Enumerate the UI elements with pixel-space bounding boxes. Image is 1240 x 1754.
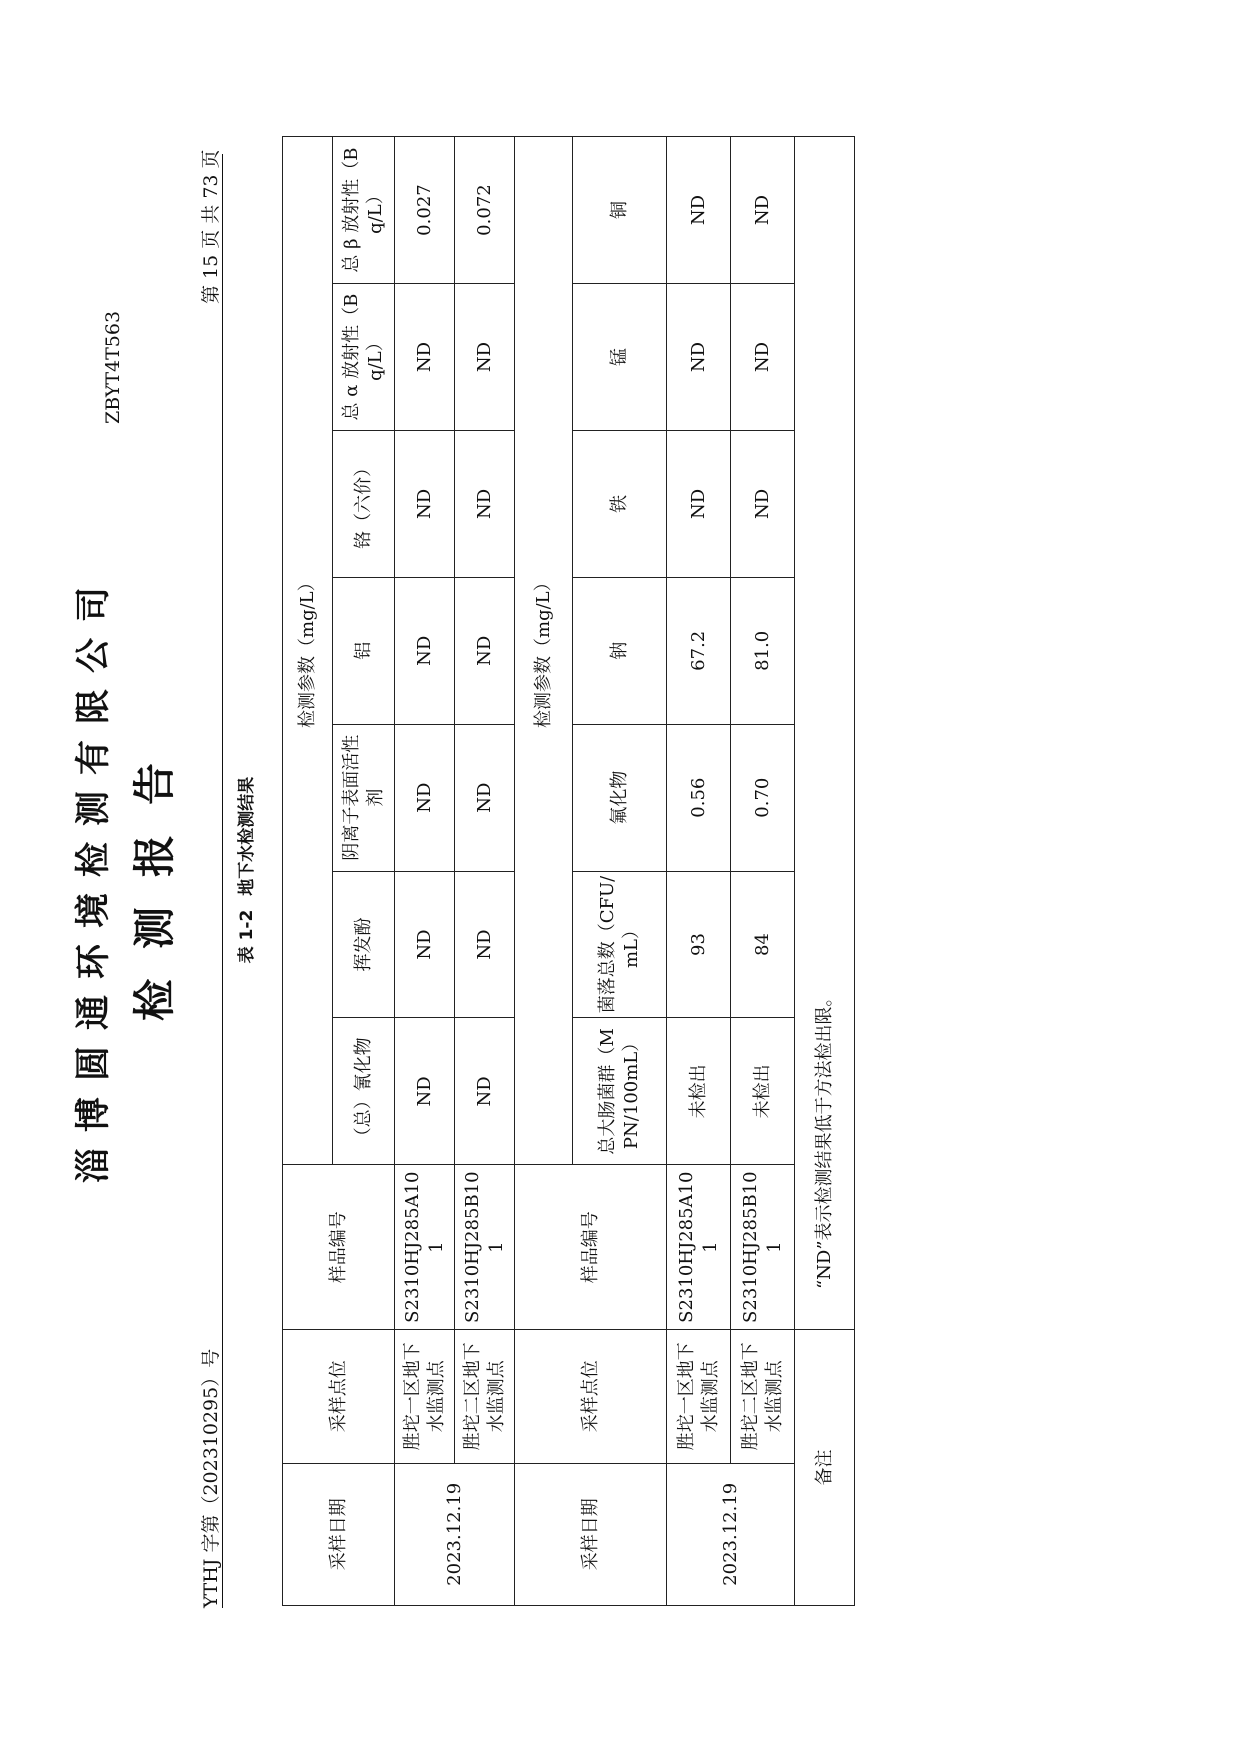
table-row — [731, 137, 795, 1606]
table-row — [515, 137, 573, 1606]
col-header-sample: 样品编号 — [515, 1165, 667, 1330]
param-group-header: 检测参数（mg/L） — [283, 137, 333, 1165]
value-cell: ND — [395, 1018, 455, 1165]
param-header: 铝 — [333, 577, 395, 724]
value-cell: 未检出 — [731, 1018, 795, 1165]
value-cell: 0.072 — [455, 137, 515, 284]
param-header: 阴离子表面活性剂 — [333, 724, 395, 871]
param-header: 总大肠菌群（MPN/100mL） — [573, 1018, 667, 1165]
value-cell: 84 — [731, 871, 795, 1018]
value-cell: 0.70 — [731, 724, 795, 871]
table-row — [283, 137, 333, 1606]
remark-label: 备注 — [795, 1330, 855, 1606]
col-header-date: 采样日期 — [515, 1463, 667, 1605]
table-row — [395, 137, 455, 1606]
value-cell: ND — [455, 1018, 515, 1165]
value-cell: 未检出 — [667, 1018, 731, 1165]
col-header-date: 采样日期 — [283, 1463, 395, 1605]
header-rule — [222, 154, 223, 1608]
report-code: ZBYT4T563 — [102, 310, 124, 424]
value-cell: 67.2 — [667, 577, 731, 724]
sample-date: 2023.12.19 — [667, 1463, 795, 1605]
col-header-sample: 样品编号 — [283, 1165, 395, 1330]
report-title: 检测报告 — [130, 733, 179, 1022]
page-indicator: 第 15 页 共 73 页 — [200, 149, 222, 304]
remark-text: “ND”表示检测结果低于方法检出限。 — [795, 137, 855, 1330]
param-header: 总 α 放射性（Bq/L） — [333, 284, 395, 431]
value-cell: 0.027 — [395, 137, 455, 284]
value-cell: ND — [731, 284, 795, 431]
value-cell: ND — [395, 430, 455, 577]
value-cell: ND — [731, 430, 795, 577]
company-name: 淄博圆通环境检测有限公司 — [74, 571, 114, 1184]
value-cell: ND — [455, 724, 515, 871]
value-cell: ND — [455, 871, 515, 1018]
sample-id: S2310HJ285B101 — [731, 1165, 795, 1330]
param-header: （总）氰化物 — [333, 1018, 395, 1165]
table-row — [795, 137, 855, 1606]
param-header: 铁 — [573, 430, 667, 577]
param-header: 菌落总数（CFU/mL） — [573, 871, 667, 1018]
param-header: 铜 — [573, 137, 667, 284]
table-title: 地下水检测结果 — [237, 776, 257, 896]
param-header: 总 β 放射性（Bq/L） — [333, 137, 395, 284]
table-row — [667, 137, 731, 1606]
value-cell: ND — [667, 284, 731, 431]
value-cell: ND — [455, 577, 515, 724]
table-number: 表 1-2 — [237, 909, 257, 964]
sample-id: S2310HJ285A101 — [667, 1165, 731, 1330]
table-caption — [232, 0, 257, 1754]
value-cell: ND — [455, 284, 515, 431]
value-cell: ND — [731, 137, 795, 284]
value-cell: 81.0 — [731, 577, 795, 724]
value-cell: ND — [395, 724, 455, 871]
table-row — [455, 137, 515, 1606]
col-header-point: 采样点位 — [283, 1330, 395, 1464]
param-header: 铬（六价） — [333, 430, 395, 577]
value-cell: ND — [455, 430, 515, 577]
value-cell: 0.56 — [667, 724, 731, 871]
value-cell: ND — [395, 577, 455, 724]
value-cell: 93 — [667, 871, 731, 1018]
sample-point: 胜坨一区地下水监测点 — [395, 1330, 455, 1464]
param-header: 钠 — [573, 577, 667, 724]
results-table — [282, 136, 855, 1606]
param-header: 挥发酚 — [333, 871, 395, 1018]
value-cell: ND — [395, 871, 455, 1018]
value-cell: ND — [395, 284, 455, 431]
param-header: 氟化物 — [573, 724, 667, 871]
sample-id: S2310HJ285B101 — [455, 1165, 515, 1330]
value-cell: ND — [667, 137, 731, 284]
sample-id: S2310HJ285A101 — [395, 1165, 455, 1330]
param-group-header: 检测参数（mg/L） — [515, 137, 573, 1165]
sample-point: 胜坨二区地下水监测点 — [455, 1330, 515, 1464]
param-header: 锰 — [573, 284, 667, 431]
col-header-point: 采样点位 — [515, 1330, 667, 1464]
report-number: YTHJ 字第（202310295）号 — [200, 1348, 222, 1608]
sample-date: 2023.12.19 — [395, 1463, 515, 1605]
sample-point: 胜坨一区地下水监测点 — [667, 1330, 731, 1464]
sample-point: 胜坨二区地下水监测点 — [731, 1330, 795, 1464]
value-cell: ND — [667, 430, 731, 577]
